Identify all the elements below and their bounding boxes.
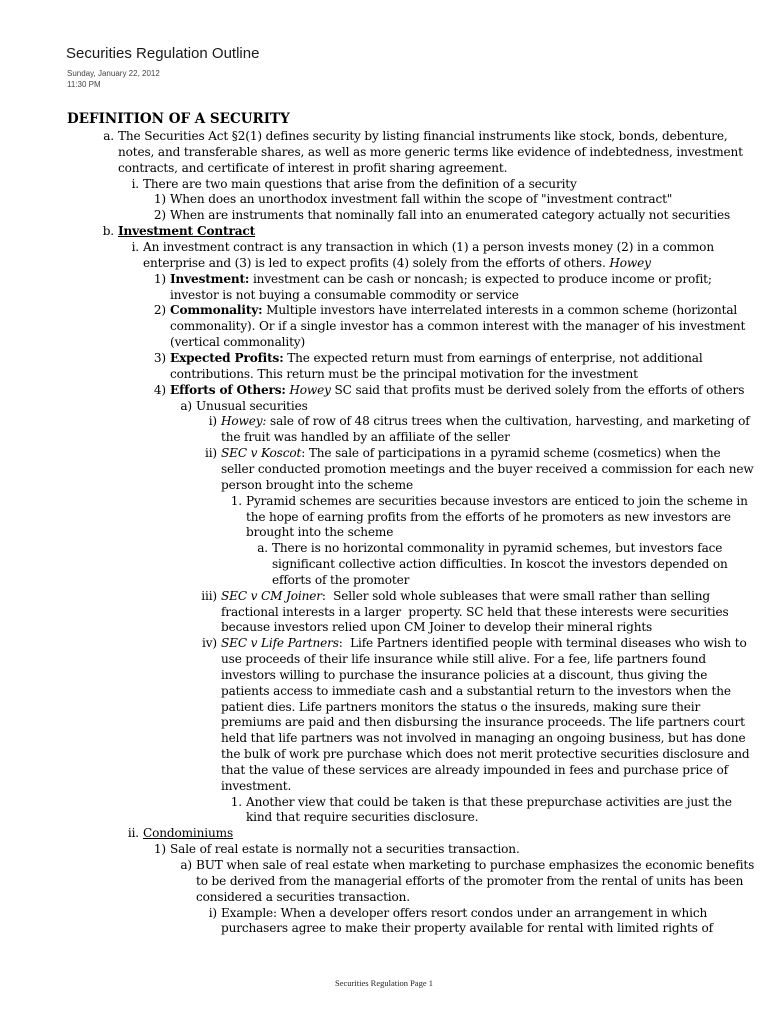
- outline-text: Unusual securities: [196, 399, 308, 413]
- outline-line: [118, 161, 507, 177]
- outline-line: [102, 224, 256, 240]
- outline-marker: 1): [153, 842, 166, 856]
- outline-line: [202, 636, 747, 652]
- outline-text: When does an unorthodox investment fall within the scope of "investment contract": [170, 192, 673, 206]
- outline-text: SEC v CM Joiner: [221, 589, 322, 603]
- outline-line: [196, 890, 410, 906]
- outline-line: [180, 399, 308, 415]
- outline-marker: i): [208, 906, 217, 920]
- outline-text: investment can be cash or noncash; is expected to produce income or profit;: [249, 272, 712, 286]
- outline-text: held that life partners was not involved in managing an ongoing business, but has done: [221, 731, 746, 745]
- outline-marker: 1): [153, 272, 166, 286]
- outline-text: seller conducted promotion meetings and the buyer received a commission for each new: [221, 462, 754, 476]
- outline-text: person brought into the scheme: [221, 478, 413, 492]
- outline-text: (vertical commonality): [170, 335, 306, 349]
- outline-marker: ii): [204, 446, 217, 460]
- outline-text: considered a securities transaction.: [196, 890, 410, 904]
- outline-text: investment.: [221, 779, 292, 793]
- outline-text: sale of row of 48 citrus trees when the cultivation, harvesting, and marketing of: [266, 414, 750, 428]
- outline-text: SC said that profits must be derived solely from the efforts of others: [330, 383, 745, 397]
- outline-line: [230, 494, 748, 510]
- outline-marker: b.: [102, 224, 114, 238]
- outline-line: [221, 715, 745, 731]
- outline-line: [221, 668, 707, 684]
- outline-marker: i): [208, 414, 217, 428]
- outline-text: There is no horizontal commonality in pyramid schemes, but investors face: [272, 541, 723, 555]
- outline-line: [221, 430, 510, 446]
- outline-line: [257, 541, 723, 557]
- outline-line: [272, 557, 728, 573]
- outline-text: : Seller sold whole subleases that were small rather than selling: [321, 589, 711, 603]
- outline-line: [208, 414, 750, 430]
- outline-line: [170, 335, 305, 351]
- outline-text: Sale of real estate is normally not a securities transaction.: [170, 842, 520, 856]
- outline-text: the fruit was handled by an affiliate of the seller: [221, 430, 510, 444]
- page-time: 11:30 PM: [67, 80, 101, 89]
- outline-line: [131, 240, 714, 256]
- outline-text: : The sale of participations in a pyramid scheme (cosmetics) when the: [301, 446, 721, 460]
- outline-text: contracts, and certificate of interest in profit sharing agreement.: [118, 161, 508, 175]
- outline-line: [170, 367, 638, 383]
- outline-text: notes, and transferable shares, as well as more generic terms like evidence of indebtedness, investment: [118, 145, 743, 159]
- outline-text: Efforts of Others:: [170, 383, 286, 397]
- outline-line: [103, 129, 728, 145]
- outline-line: [153, 383, 745, 399]
- outline-text: Example: When a developer offers resort condos under an arrangement in which: [221, 906, 708, 920]
- outline-line: [131, 177, 577, 193]
- outline-line: [221, 605, 729, 621]
- outline-marker: ii.: [127, 826, 139, 840]
- outline-marker: a): [180, 858, 192, 872]
- outline-line: [170, 288, 519, 304]
- section-heading: [67, 112, 290, 128]
- outline-line: [180, 858, 755, 874]
- outline-text: to be derived from the managerial efforts of the promoter from the rental of units has been: [196, 874, 744, 888]
- outline-text: Condominiums: [143, 826, 234, 840]
- outline-line: [143, 256, 651, 272]
- outline-text: investors willing to purchase the insurance policies at a discount, thus giving the: [221, 668, 708, 682]
- outline-line: [221, 921, 713, 937]
- outline-text: An investment contract is any transaction in which (1) a person invests money (2) in a common: [143, 240, 714, 254]
- outline-text: the hope of earning profits from the efforts of he promoters as new investors are: [246, 510, 731, 524]
- outline-text: Howey: [609, 256, 651, 270]
- outline-marker: i.: [131, 177, 139, 191]
- outline-marker: iv): [202, 636, 217, 650]
- outline-text: use proceeds of their life insurance while still alive. For a fee, life partners found: [221, 652, 706, 666]
- outline-text: : Life Partners identified people with terminal diseases who wish to: [338, 636, 747, 650]
- outline-text: The expected return must from earnings of enterprise, not additional: [283, 351, 703, 365]
- outline-marker: 4): [153, 383, 166, 397]
- outline-text: patients access to immediate cash and a substantial return to the investors when the: [221, 684, 731, 698]
- outline-text: the bulk of work pre purchase which does not merit protective securities disclosure and: [221, 747, 750, 761]
- outline-text: There are two main questions that arise from the definition of a security: [143, 177, 577, 191]
- outline-text: investor is not buying a consumable commodity or service: [170, 288, 519, 302]
- page-footer: Securities Regulation Page 1: [335, 978, 433, 988]
- outline-marker: 1.: [230, 494, 242, 508]
- outline-text: significant collective action difficulties. In koscot the investors depended on: [272, 557, 728, 571]
- outline-marker: iii): [201, 589, 217, 603]
- outline-line: [221, 462, 754, 478]
- outline-text: SEC v Koscot: [221, 446, 302, 460]
- outline-text: fractional interests in a larger property. SC held that these interests were securities: [221, 605, 729, 619]
- outline-line: [118, 145, 743, 161]
- outline-text: patient dies. Life partners monitors the status o the insureds, making sure their: [221, 700, 701, 714]
- outline-text: Multiple investors have interrelated interests in a common scheme (horizontal: [262, 303, 738, 317]
- outline-line: [208, 906, 708, 922]
- outline-marker: 1): [153, 192, 166, 206]
- outline-marker: a.: [257, 541, 268, 555]
- outline-line: [246, 510, 731, 526]
- outline-line: [153, 842, 520, 858]
- outline-text: brought into the scheme: [246, 525, 394, 539]
- outline-marker: a.: [103, 129, 114, 143]
- outline-marker: 2): [153, 208, 166, 222]
- outline-line: [153, 303, 738, 319]
- page-date: Sunday, January 22, 2012: [67, 69, 160, 78]
- outline-line: [170, 319, 745, 335]
- outline-text: that the value of these services are already impounded in fees and purchase price of: [221, 763, 728, 777]
- outline-marker: i.: [131, 240, 139, 254]
- outline-text: Investment:: [170, 272, 250, 286]
- outline-marker: 1.: [230, 795, 242, 809]
- outline-text: Howey: [289, 383, 331, 397]
- outline-text: commonality). Or if a single investor has a common interest with the manager of his investment: [170, 319, 746, 333]
- outline-text: When are instruments that nominally fall into an enumerated category actually not securities: [170, 208, 731, 222]
- outline-line: [221, 747, 750, 763]
- outline-text: SEC v Life Partners: [221, 636, 339, 650]
- outline-text: The Securities Act §2(1) defines security by listing financial instruments like stock, bonds, debenture,: [118, 129, 728, 143]
- outline-line: [221, 763, 728, 779]
- outline-line: [246, 525, 393, 541]
- outline-line: [153, 192, 673, 208]
- outline-text: because investors relied upon CM Joiner to develop their mineral rights: [221, 620, 653, 634]
- outline-line: [221, 652, 706, 668]
- outline-line: [221, 779, 291, 795]
- outline-text: purchasers agree to make their property available for rental with limited rights of: [221, 921, 713, 935]
- outline-text: Expected Profits:: [170, 351, 284, 365]
- outline-line: [201, 589, 711, 605]
- outline-line: [221, 478, 413, 494]
- outline-text: Pyramid schemes are securities because investors are enticed to join the scheme in: [246, 494, 748, 508]
- outline-line: [196, 874, 743, 890]
- outline-line: [272, 573, 409, 589]
- outline-text: Another view that could be taken is that these prepurchase activities are just the: [246, 795, 732, 809]
- outline-text: Howey:: [221, 414, 267, 428]
- outline-text: BUT when sale of real estate when marketing to purchase emphasizes the economic benefits: [196, 858, 755, 872]
- outline-line: [127, 826, 234, 842]
- outline-line: [230, 795, 732, 811]
- outline-line: [221, 700, 700, 716]
- outline-text: premiums are paid and then disbursing the insurance proceeds. The life partners court: [221, 715, 745, 729]
- outline-text: efforts of the promoter: [272, 573, 410, 587]
- outline-line: [246, 810, 478, 826]
- outline-line: [221, 620, 652, 636]
- outline-line: [153, 351, 703, 367]
- outline-text: Investment Contract: [118, 224, 256, 238]
- outline-text: DEFINITION OF A SECURITY: [67, 111, 290, 127]
- outline-line: [153, 208, 731, 224]
- outline-marker: 2): [153, 303, 166, 317]
- outline-line: [221, 684, 731, 700]
- outline-text: kind that require securities disclosure.: [246, 810, 479, 824]
- outline-marker: 3): [153, 351, 166, 365]
- outline-text: contributions. This return must be the principal motivation for the investment: [170, 367, 638, 381]
- outline-line: [153, 272, 712, 288]
- outline-text: enterprise and (3) is led to expect profits (4) solely from the efforts of others.: [143, 256, 610, 270]
- page-title: Securities Regulation Outline: [66, 45, 260, 62]
- outline-line: [221, 731, 746, 747]
- outline-text: Commonality:: [170, 303, 263, 317]
- outline-marker: a): [180, 399, 192, 413]
- outline-line: [204, 446, 721, 462]
